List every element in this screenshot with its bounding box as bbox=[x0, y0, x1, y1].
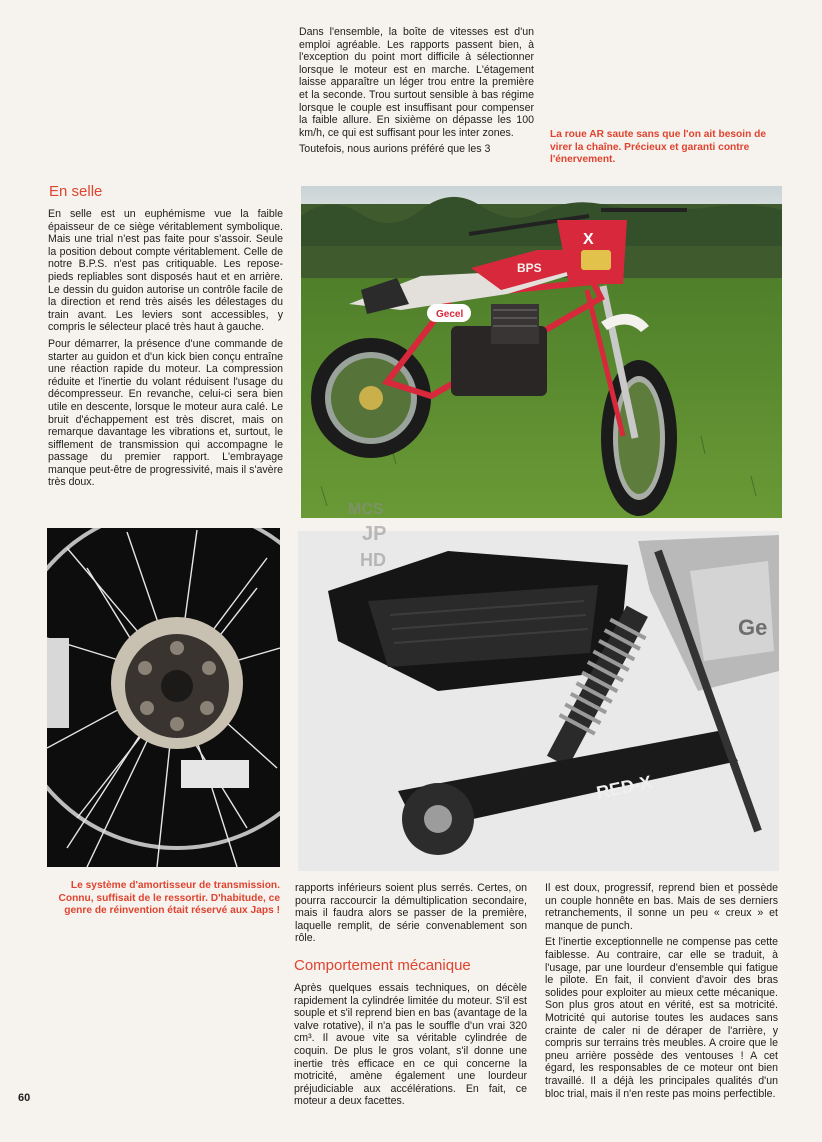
top-paragraph-1: Dans l'ensemble, la boîte de vitesses est d'un emploi agréable. Les rapports passent bien, à l'exception du point mort difficile à sélectionner lorsque le moteur est en marche. L'étagement laisse apparaître un léger trou entre la première et la seconde. Trou surtout sensible à bas régime lorsque le couple est insuffisant pour compenser la faible allure. En sixième on dépasse les 100 km/h, ce qui est suffisant pour les inter zones. bbox=[299, 26, 534, 139]
en-selle-paragraph-2: Pour démarrer, la présence d'une commande de starter au guidon et d'un kick bien conçu entraîne une réaction rapide du moteur. La compression réduite et l'inertie du volant réduisent l'usage du décompresseur. En revanche, celui-ci sera bien utile en descente, lorsque le moteur aura calé. Le bruit d'échappement est très discret, mais on remarque davantage les vibrations et, surtout, le sifflement de transmission qui accompagne le passage du premier rapport. L'embrayage manque peut-être de progressivité, mais il s'avère très doux. bbox=[48, 337, 283, 489]
right-paragraph-2: Et l'inertie exceptionnelle ne compense pas cette faiblesse. Au contraire, car elle se traduit, à l'usage, par une lourdeur d'ensemble qui fatigue le pilote. En fait, il convient d'avoir des bras solides pour exploiter au mieux cette mécanique. Son plus gros atout en vérité, est sa motricité. Motricité qui autorise toutes les audaces sans crainte de caler ni de déraper de l'arrière, y compris sur terrains très meubles. A croire que le pneu arrière possède des ventouses ! A cet égard, les responsables de ce moteur ont bien travaillé. Il a déjà les principales qualités d'un bloc trial, mais il n'en reste pas moins perfectible. bbox=[545, 936, 778, 1100]
tank-partial-label: Ge bbox=[738, 615, 768, 640]
caption-top: La roue AR saute sans que l'on ait besoin de virer la chaîne. Précieux et garanti contre l'énervement. bbox=[550, 129, 767, 165]
motorcycle-illustration bbox=[301, 186, 782, 518]
right-paragraph-1: Il est doux, progressif, reprend bien et possède un couple honnête en bas. Mais de ses derniers retranchements, il sonne un peu « creux » et manque de punch. bbox=[545, 882, 778, 932]
en-selle-column bbox=[48, 208, 283, 493]
sponsor-label: Gecel bbox=[436, 309, 464, 320]
comportement-paragraph-1: Après quelques essais techniques, on décèle rapidement la cylindrée limitée du moteur. S'il est souple et s'il reprend bien en bas (avantage de la valve rotative), il n'a pas le souffle d'un vrai 320 cm³. Il avoue vite sa véritable cylindrée de coquin. De plus le gros volant, s'il donne une inertie très efficace en ce qui concerne la motricité, amène également une lourdeur préjudiciable aux accélérations. En fait, ce moteur a deux facettes. bbox=[294, 982, 527, 1108]
right-column bbox=[545, 882, 778, 1104]
en-selle-paragraph-1: En selle est un euphémisme vue la faible épaisseur de ce siège véritablement symbolique. Mais une trial n'est pas faite pour s'assoir. Seule la position debout compte véritablement. Celle de notre B.P.S. n'est pas critiquable. Les repose-pieds repliables sont disposés haut et en arrière. Le dessin du guidon autorise un contrôle facile de la direction et rend très aisés les délestages du train avant. Les leviers sont accessibles, y compris le sélecteur placé très haut à gauche. bbox=[48, 208, 283, 334]
swingarm-label: RED-X bbox=[594, 771, 654, 803]
caption-bottom: Le système d'amortisseur de transmission. Connu, suffisait de le ressortir. D'habitude, ce genre de réinvention était réservé aux Japs ! bbox=[58, 880, 280, 916]
tank-brand-label: BPS bbox=[517, 261, 542, 275]
heading-comportement: Comportement mécanique bbox=[294, 957, 471, 974]
mid-column bbox=[295, 882, 527, 949]
watermark-top: MCS bbox=[348, 501, 384, 518]
page-number: 60 bbox=[18, 1092, 31, 1104]
watermark-bottom: HD bbox=[360, 550, 386, 570]
watermark-mid: JP bbox=[362, 523, 387, 545]
heading-en-selle: En selle bbox=[49, 183, 103, 200]
watermark-logo bbox=[338, 492, 418, 572]
comportement-column bbox=[294, 982, 527, 1112]
shock-illustration bbox=[298, 531, 779, 871]
photo-trial-motorcycle bbox=[301, 186, 782, 518]
mid-paragraph-1: rapports inférieurs soient plus serrés. Certes, on pourra raccourcir la démultiplication secondaire, mais il faudra alors se passer de la première, laquelle remplit, de série convenablement son rôle. bbox=[295, 882, 527, 945]
hub-illustration bbox=[47, 528, 280, 867]
photo-rear-shock bbox=[298, 531, 779, 871]
headlight-mark: X bbox=[583, 231, 594, 248]
photo-rear-hub bbox=[47, 528, 280, 867]
top-column bbox=[299, 26, 534, 160]
top-paragraph-2: Toutefois, nous aurions préféré que les 3 bbox=[299, 143, 491, 156]
